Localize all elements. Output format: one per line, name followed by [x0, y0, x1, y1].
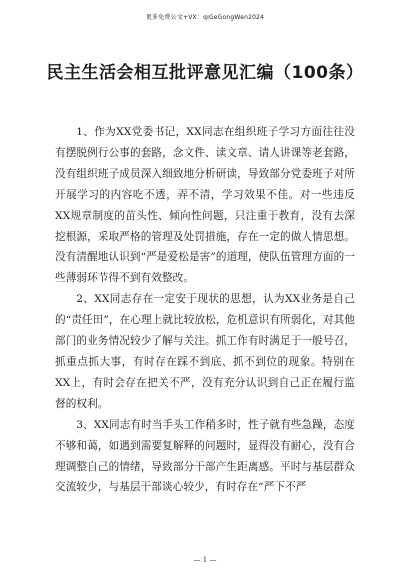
document-title: 民主生活会相互批评意见汇编（100条） — [46, 63, 364, 83]
paragraph-1: 1、作为XX党委书记，XX同志在组织班子学习方面往往没有摆脱例行公事的套路，念文件、读文章、请人讲课等老套路，没有组织班子成员深入细致地分析研读，导致部分党委班子对所开展学习的内容吃不透，弄不清，学习效果不佳。对一些违反XX规章制度的苗头性、倾向性问题，只注重于教育，没有去深挖根源，采取严格的管理及处罚措施，存在一定的做人情思想。没有清醒地认识到“严是爱松是害”的道理，使队伍管理方面的一些薄弱环节得不到有效整改。 — [55, 126, 355, 285]
header-note: 更多免费公文+VX：qiGeGongWen2024 — [145, 14, 265, 21]
document-body — [55, 122, 355, 498]
paragraph-3: 3、XX同志有时当手头工作稍多时，性子就有些急躁，态度不够和蔼，如遇到需要复解释的问题时，显得没有耐心，没有合理调整自己的情绪，导致部分干部产生距离感。平时与基层群众交流较少，与基层干部谈心较少，有时存在“严下不严 — [55, 418, 355, 494]
page-number: — 1 — — [193, 556, 217, 564]
paragraph-2: 2、XX同志存在一定安于现状的思想，认为XX业务是自己的“责任田”，在心理上就比较放松，危机意识有所弱化，对其他部门的业务情况较少了解与关注。抓工作有时满足于一般号召，抓重点抓大事，有时存在踩不到底、抓不到位的现象。特别在XX上，有时会存在把关不严，没有充分认识到自己正在履行监督的权利。 — [55, 293, 355, 410]
